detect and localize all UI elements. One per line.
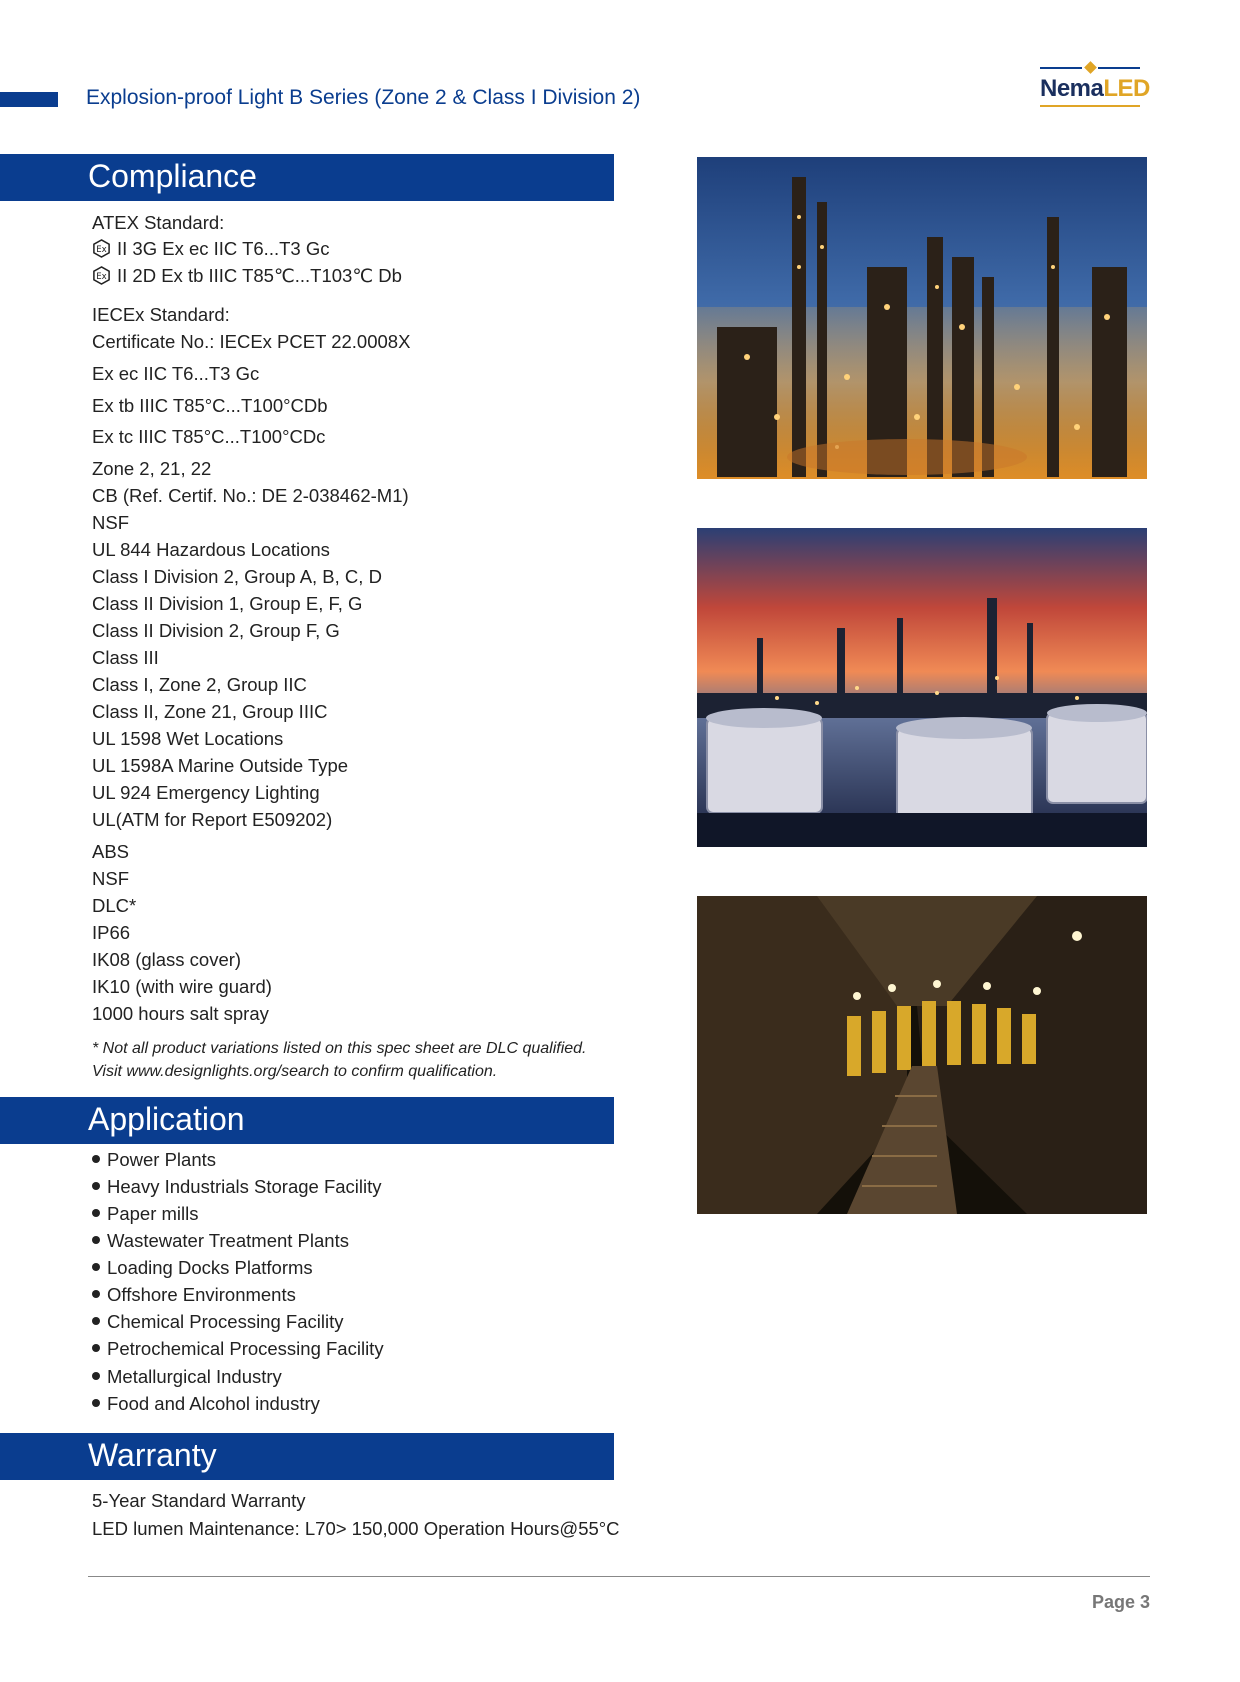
compliance-line: Class I Division 2, Group A, B, C, D <box>92 566 382 587</box>
compliance-line: UL(ATM for Report E509202) <box>92 809 333 830</box>
compliance-line: Ex ec IIC T6...T3 Gc <box>92 363 260 384</box>
compliance-line: NSF <box>92 868 129 889</box>
compliance-line: NSF <box>92 512 129 533</box>
footer-divider <box>88 1576 1150 1577</box>
compliance-line: ABS <box>92 841 130 862</box>
application-item: Petrochemical Processing Facility <box>92 1338 384 1360</box>
page-number: Page 3 <box>1091 1592 1150 1612</box>
compliance-line: Class III <box>92 647 159 668</box>
compliance-line: Class II Division 2, Group F, G <box>92 620 340 641</box>
application-item: Loading Docks Platforms <box>92 1257 313 1279</box>
bullet-icon <box>92 1317 100 1325</box>
compliance-line: UL 924 Emergency Lighting <box>92 782 320 803</box>
application-item: Metallurgical Industry <box>92 1366 282 1388</box>
compliance-line: IP66 <box>92 922 131 943</box>
compliance-line: UL 1598 Wet Locations <box>92 728 284 749</box>
warranty-line: LED lumen Maintenance: L70> 150,000 Operation Hours@55°C <box>92 1518 620 1539</box>
compliance-line: UL 844 Hazardous Locations <box>92 539 330 560</box>
application-item: Power Plants <box>92 1149 216 1171</box>
bullet-icon <box>92 1399 100 1407</box>
compliance-line: Ex tb IIIC T85°C...T100°CDb <box>92 395 328 416</box>
compliance-line: IK10 (with wire guard) <box>92 976 272 997</box>
bullet-icon <box>92 1290 100 1298</box>
svg-text:Ex: Ex <box>96 271 107 282</box>
ex-hexagon-icon <box>92 266 111 285</box>
compliance-line: Class I, Zone 2, Group IIC <box>92 674 307 695</box>
warranty-section-header <box>0 1433 614 1480</box>
bullet-icon <box>92 1372 100 1380</box>
application-item: Food and Alcohol industry <box>92 1393 320 1415</box>
atex-line: Ex II 3G Ex ec IIC T6...T3 Gc <box>92 238 329 260</box>
compliance-section-header <box>0 154 614 201</box>
bullet-icon <box>92 1236 100 1244</box>
compliance-title: Compliance <box>88 158 257 194</box>
compliance-line: Class II, Zone 21, Group IIIC <box>92 701 328 722</box>
bullet-icon <box>92 1344 100 1352</box>
compliance-line: 1000 hours salt spray <box>92 1003 269 1024</box>
application-item: Chemical Processing Facility <box>92 1311 343 1333</box>
compliance-line: IK08 (glass cover) <box>92 949 242 970</box>
warranty-title: Warranty <box>88 1437 217 1473</box>
nemaled-logo: NemaLED <box>1038 60 1142 110</box>
compliance-line: DLC* <box>92 895 137 916</box>
underground-mine-photo <box>697 896 1147 1214</box>
application-item: Wastewater Treatment Plants <box>92 1230 349 1252</box>
refinery-night-photo <box>697 157 1147 479</box>
compliance-line: UL 1598A Marine Outside Type <box>92 755 349 776</box>
compliance-line: IECEx Standard: <box>92 304 230 325</box>
svg-text:Ex: Ex <box>96 244 107 255</box>
bullet-icon <box>92 1182 100 1190</box>
compliance-line: Certificate No.: IECEx PCET 22.0008X <box>92 331 411 352</box>
compliance-line: Zone 2, 21, 22 <box>92 458 212 479</box>
bullet-icon <box>92 1263 100 1271</box>
header-accent-bar <box>0 92 58 107</box>
compliance-line: Class II Division 1, Group E, F, G <box>92 593 363 614</box>
application-item: Paper mills <box>92 1203 199 1225</box>
document-header-title: Explosion-proof Light B Series (Zone 2 & Class I Division 2) <box>86 86 641 109</box>
application-item: Heavy Industrials Storage Facility <box>92 1176 382 1198</box>
application-item: Offshore Environments <box>92 1284 296 1306</box>
application-section-header <box>0 1097 614 1144</box>
oil-storage-tanks-photo <box>697 528 1147 847</box>
compliance-line: Ex tc IIIC T85°C...T100°CDc <box>92 426 326 447</box>
atex-line: Ex II 2D Ex tb IIIC T85℃...T103℃ Db <box>92 265 402 287</box>
ex-hexagon-icon <box>92 239 111 258</box>
bullet-icon <box>92 1155 100 1163</box>
application-title: Application <box>88 1101 245 1137</box>
dlc-note: Visit www.designlights.org/search to confirm qualification. <box>92 1063 498 1080</box>
atex-label: ATEX Standard: <box>92 212 225 233</box>
bullet-icon <box>92 1209 100 1217</box>
warranty-line: 5-Year Standard Warranty <box>92 1490 306 1511</box>
dlc-note: * Not all product variations listed on this spec sheet are DLC qualified. <box>92 1040 587 1057</box>
compliance-line: CB (Ref. Certif. No.: DE 2-038462-M1) <box>92 485 409 506</box>
